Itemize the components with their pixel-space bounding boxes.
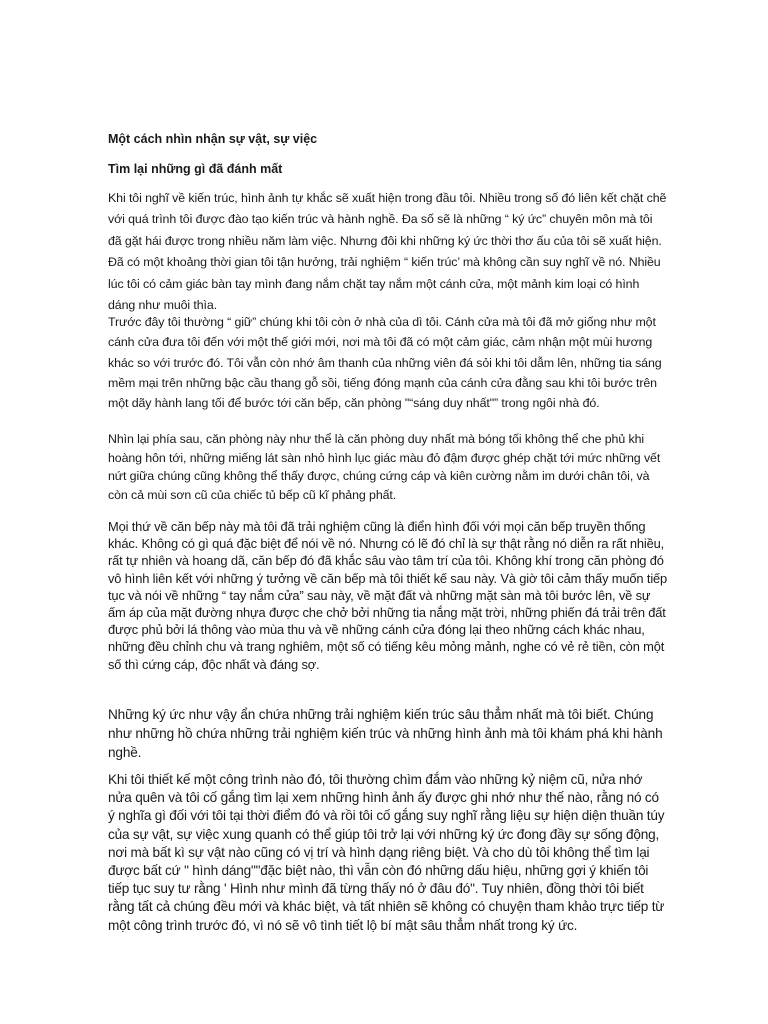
document-title: Một cách nhìn nhận sự vật, sự việc bbox=[108, 132, 318, 146]
paragraph-6: Khi tôi thiết kế một công trình nào đó, tôi thường chìm đắm vào những kỷ niệm cũ, nửa nhớ nửa quên và tôi cố gắng tìm lại xem những hình ảnh ấy được ghi nhớ như thế nào, rằng nó có ý nghĩa gì đối với tôi tại thời điểm đó và rồi tôi cố gắng suy nghĩ rằng liệu sự hiện diện thuần túy của sự vật, sự việc xung quanh có thể giúp tôi trở lại với những ký ức đong đầy sự sống động, nơi mà bất kì sự vật nào cũng có vị trí và hình dạng riêng biệt. Và cho dù tôi không thể tìm lại được bất cứ " hình dáng""đặc biệt nào, thì vẫn còn đó những dấu hiệu, những gợi ý khiến tôi tiếp tục suy tư rằng ' Hình như mình đã từng thấy nó ở đâu đó". Tuy nhiên, đồng thời tôi biết rằng tất cả chúng đều mới và khác biệt, và tất nhiên sẽ không có chuyện tham khảo trực tiếp từ một công trình trước đó, vì nó sẽ vô tình tiết lộ bí mật sâu thẳm nhất trong ký ức. bbox=[108, 772, 665, 933]
paragraph-3: Nhìn lại phía sau, căn phòng này như thể là căn phòng duy nhất mà bóng tối không thể che phủ khi hoàng hôn tới, những miếng lát sàn nhỏ hình lục giác màu đỏ đậm được ghép chặt tới mức những vết nứt giữa chúng cũng không thể thấy được, chúng cứng cáp và kiên cường nằm im dưới chân tôi, và còn cả mùi sơn cũ của chiếc tủ bếp cũ kĩ phảng phất. bbox=[108, 432, 661, 502]
paragraph-2: Trước đây tôi thường “ giữ” chúng khi tôi còn ở nhà của dì tôi. Cánh cửa mà tôi đã mở giống như một cánh cửa đưa tôi đến với một thế giới mới, nơi mà tôi đã có một cảm giác, cảm nhận một mùi hương khác so với trước đó. Tôi vẫn còn nhớ âm thanh của những viên đá sỏi khi tôi dẫm lên, những tia sáng mềm mại trên những bậc cầu thang gỗ sồi, tiếng đóng mạnh của cánh cửa đằng sau khi tôi bước trên một dãy hành lang tối để bước tới căn bếp, căn phòng "“sáng duy nhất"” trong ngôi nhà đó. bbox=[108, 315, 662, 411]
section-heading: Tìm lại những gì đã đánh mất bbox=[108, 162, 283, 176]
paragraph-1: Khi tôi nghĩ về kiến trúc, hình ảnh tự khắc sẽ xuất hiện trong đầu tôi. Nhiều trong số đó liên kết chặt chẽ với quá trình tôi được đào tạo kiến trúc và hành nghề. Đa số sẽ là những “ ký ức” chuyên môn mà tôi đã gặt hái được trong nhiều năm làm việc. Nhưng đôi khi những ký ức thời thơ ấu của tôi sẽ xuất hiện. Đã có một khoảng thời gian tôi tận hưởng, trải nghiệm “ kiến trúc’ mà không cần suy nghĩ về nó. Nhiều lúc tôi có cảm giác bàn tay mình đang nắm chặt tay nắm một cánh cửa, một mảnh kim loại có hình dáng như muôi thìa. bbox=[108, 191, 667, 313]
paragraph-4: Mọi thứ về căn bếp này mà tôi đã trải nghiệm cũng là điển hình đối với mọi căn bếp truyền thống khác. Không có gì quá đặc biệt để nói về nó. Nhưng có lẽ đó chỉ là sự thật rằng nó diễn ra rất nhiều, rất tự nhiên và hoang dã, căn bếp đó đã khắc sâu vào tâm trí của tôi. Không khí trong căn phòng đó vô hình liên kết với những ý tưởng về căn bếp mà tôi thiết kế sau này. Và giờ tôi cảm thấy muốn tiếp tục và nói về những “ tay nắm cửa” sau này, về mặt đất và những mặt sàn mà tôi bước lên, về sự ấm áp của mặt đường nhựa được che chở bởi những tia nắng mặt trời, những phiến đá trải trên đất được phủ bởi lá thông vào mùa thu và về những cánh cửa đóng lại theo những cách khác nhau, những đều chỉnh chu và trang nghiêm, một số có tiếng kêu mỏng mảnh, nghe có vẻ rẻ tiền, còn một số thì cứng cáp, độc nhất và đáng sợ. bbox=[108, 519, 668, 672]
paragraph-5: Những ký ức như vậy ẩn chứa những trải nghiệm kiến trúc sâu thẳm nhất mà tôi biết. Chúng như những hồ chứa những trải nghiệm kiến trúc và những hình ảnh mà tôi khám phá khi hành nghề. bbox=[108, 707, 663, 760]
